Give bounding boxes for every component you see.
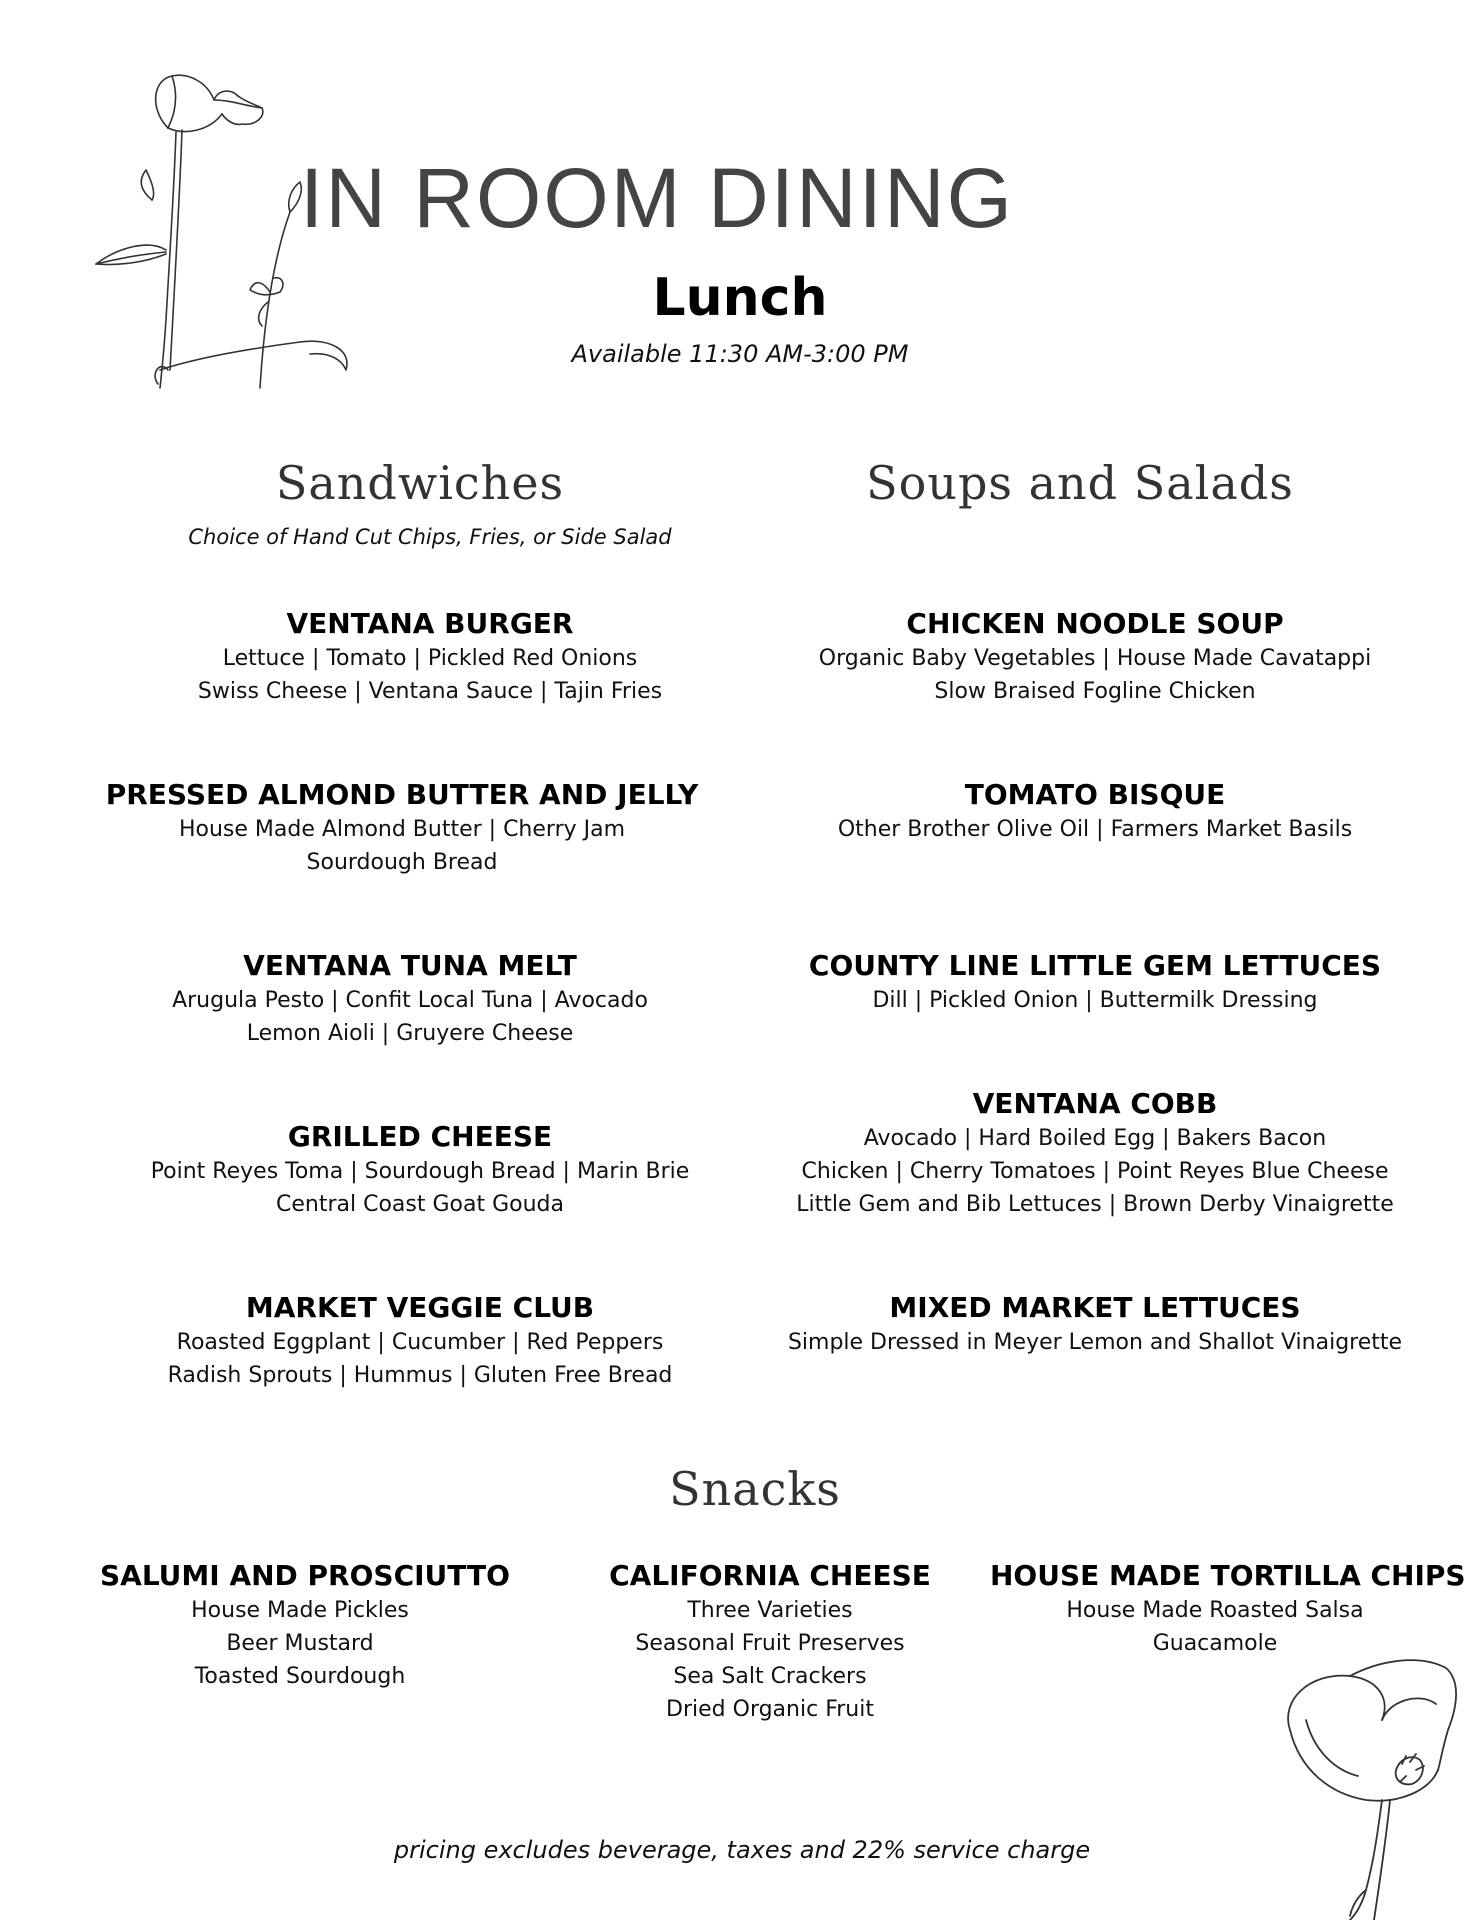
item-description: Arugula Pesto | Confit Local Tuna | Avocado bbox=[172, 988, 648, 1013]
menu-item bbox=[780, 606, 1410, 708]
item-description: Other Brother Olive Oil | Farmers Market Basils bbox=[837, 817, 1353, 842]
item-description: Dill | Pickled Onion | Buttermilk Dressing bbox=[872, 988, 1318, 1013]
menu-item bbox=[100, 777, 704, 879]
item-description: Lettuce | Tomato | Pickled Red Onions bbox=[222, 646, 638, 671]
item-name: PRESSED ALMOND BUTTER AND JELLY bbox=[105, 778, 699, 811]
item-description: Little Gem and Bib Lettuces | Brown Derby Vinaigrette bbox=[796, 1192, 1394, 1217]
sandwiches-note: Choice of Hand Cut Chips, Fries, or Side Salad bbox=[188, 525, 672, 549]
item-name: SALUMI AND PROSCIUTTO bbox=[100, 1559, 510, 1592]
item-description: Toasted Sourdough bbox=[194, 1664, 406, 1689]
availability-hours: Available 11:30 AM-3:00 PM bbox=[571, 340, 909, 368]
item-description: Radish Sprouts | Hummus | Gluten Free Bread bbox=[167, 1363, 673, 1388]
page-title: IN ROOM DINING bbox=[300, 151, 1014, 245]
menu-item bbox=[100, 1558, 510, 1693]
item-description: Lemon Aioli | Gruyere Cheese bbox=[246, 1021, 574, 1046]
menu-item bbox=[990, 1558, 1466, 1660]
item-description: House Made Roasted Salsa bbox=[1066, 1598, 1364, 1623]
item-description: Guacamole bbox=[1152, 1631, 1278, 1656]
item-description: House Made Almond Butter | Cherry Jam bbox=[178, 817, 626, 842]
item-name: VENTANA TUNA MELT bbox=[243, 949, 577, 982]
pricing-footnote: pricing excludes beverage, taxes and 22% service charge bbox=[393, 1836, 1091, 1864]
item-name: TOMATO BISQUE bbox=[964, 778, 1226, 811]
item-description: Avocado | Hard Boiled Egg | Bakers Bacon bbox=[863, 1126, 1327, 1151]
item-description: Beer Mustard bbox=[226, 1631, 374, 1656]
item-description: Seasonal Fruit Preserves bbox=[635, 1631, 905, 1656]
item-name: COUNTY LINE LITTLE GEM LETTUCES bbox=[808, 949, 1382, 982]
menu-item bbox=[110, 1119, 730, 1221]
item-description: Dried Organic Fruit bbox=[666, 1697, 874, 1722]
menu-item bbox=[130, 606, 730, 708]
item-description: Organic Baby Vegetables | House Made Cavatappi bbox=[818, 646, 1372, 671]
item-description: Sourdough Bread bbox=[306, 850, 498, 875]
item-description: Slow Braised Fogline Chicken bbox=[934, 679, 1256, 704]
item-description: House Made Pickles bbox=[191, 1598, 409, 1623]
item-name: MARKET VEGGIE CLUB bbox=[245, 1291, 595, 1324]
item-description: Central Coast Goat Gouda bbox=[276, 1192, 564, 1217]
menu-subtitle: Lunch bbox=[652, 268, 828, 328]
section-title-soups-salads: Soups and Salads bbox=[866, 456, 1294, 510]
item-name: GRILLED CHEESE bbox=[287, 1120, 553, 1153]
section-title-snacks: Snacks bbox=[669, 1462, 841, 1516]
item-description: Roasted Eggplant | Cucumber | Red Peppers bbox=[176, 1330, 664, 1355]
menu-item bbox=[590, 1558, 950, 1726]
poppy-flower-icon bbox=[1270, 1660, 1484, 1920]
menu-item bbox=[780, 948, 1410, 1017]
item-description: Three Varieties bbox=[687, 1598, 853, 1623]
item-name: MIXED MARKET LETTUCES bbox=[889, 1291, 1301, 1324]
section-title-sandwiches: Sandwiches bbox=[275, 456, 565, 510]
item-name: HOUSE MADE TORTILLA CHIPS bbox=[990, 1559, 1466, 1592]
item-description: Simple Dressed in Meyer Lemon and Shallot Vinaigrette bbox=[787, 1330, 1403, 1355]
item-description: Swiss Cheese | Ventana Sauce | Tajin Fries bbox=[197, 679, 663, 704]
item-description: Point Reyes Toma | Sourdough Bread | Marin Brie bbox=[150, 1159, 690, 1184]
item-name: VENTANA COBB bbox=[972, 1087, 1218, 1120]
menu-item bbox=[780, 777, 1410, 846]
item-name: CALIFORNIA CHEESE bbox=[609, 1559, 931, 1592]
menu-item bbox=[760, 1290, 1430, 1359]
item-name: CHICKEN NOODLE SOUP bbox=[906, 607, 1284, 640]
item-description: Sea Salt Crackers bbox=[673, 1664, 867, 1689]
item-name: VENTANA BURGER bbox=[286, 607, 574, 640]
menu-item bbox=[110, 1290, 730, 1392]
menu-item bbox=[770, 1086, 1420, 1221]
menu-item bbox=[110, 948, 710, 1050]
item-description: Chicken | Cherry Tomatoes | Point Reyes Blue Cheese bbox=[801, 1159, 1389, 1184]
